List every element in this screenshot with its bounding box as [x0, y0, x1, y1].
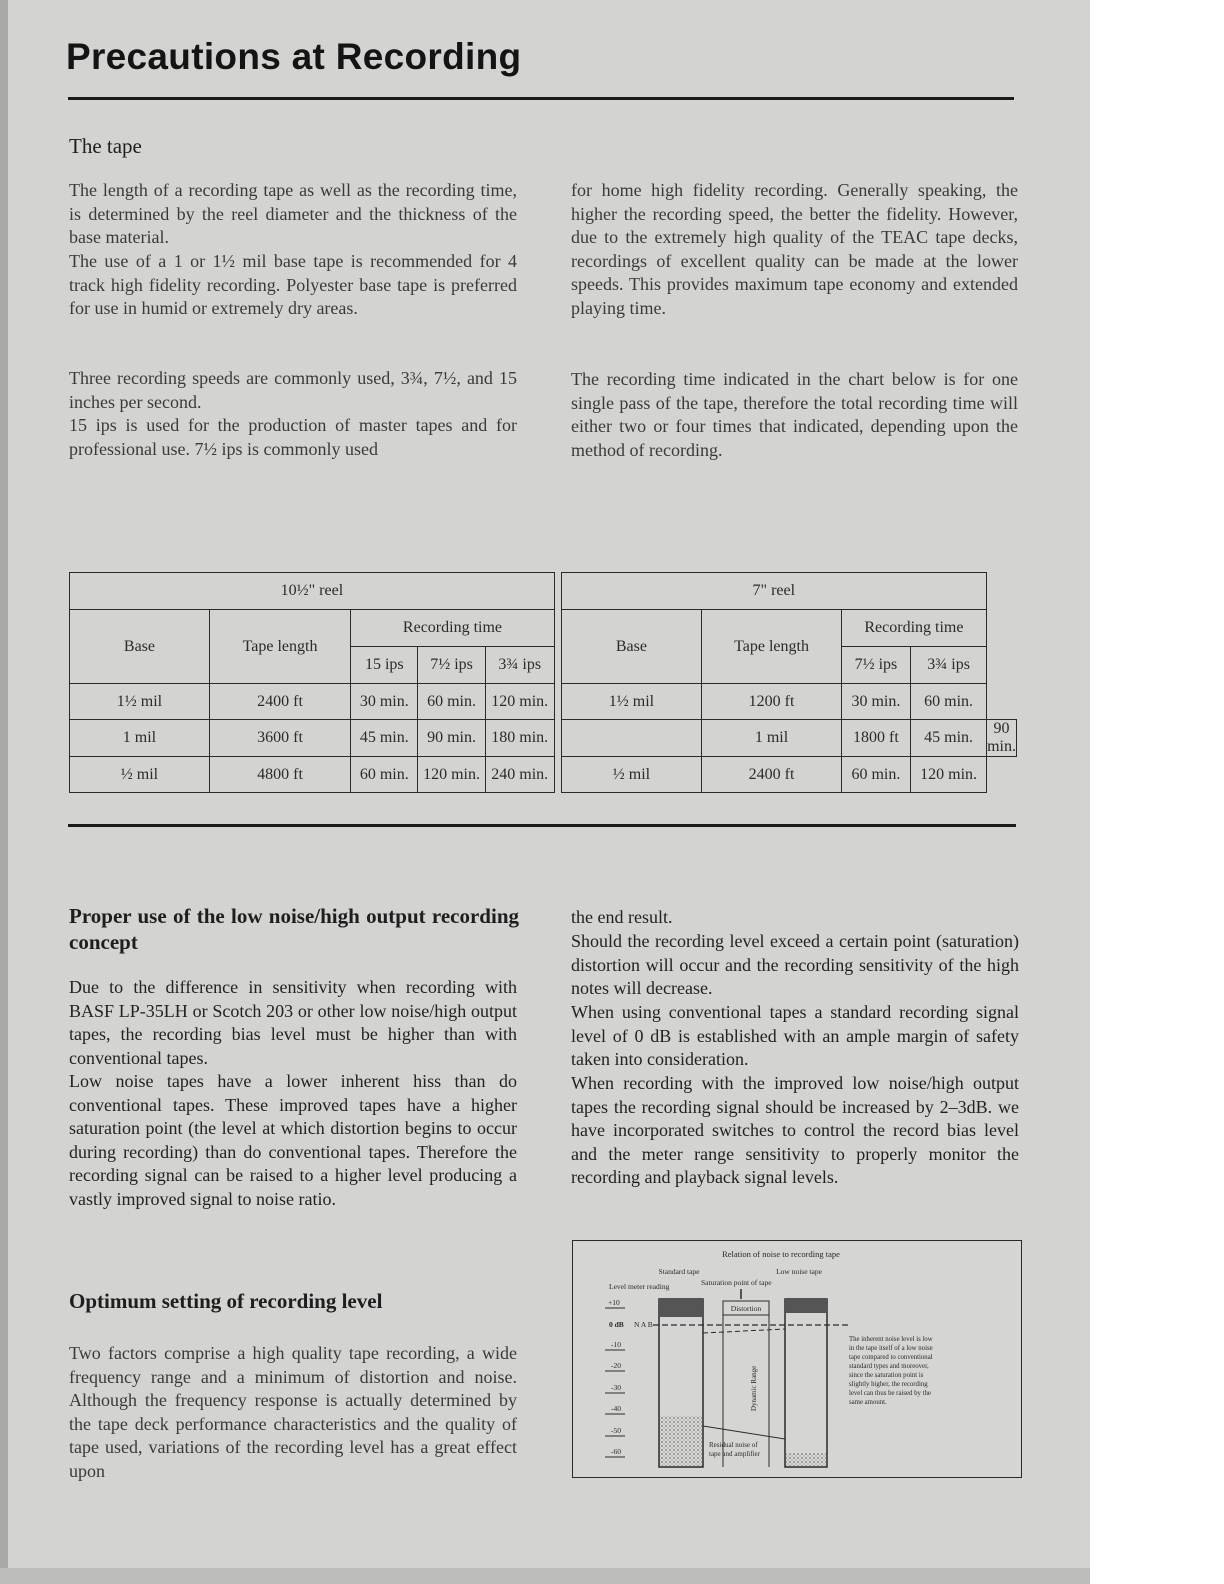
reel-10-length: 2400 ft [209, 684, 350, 720]
residual-noise-line [703, 1426, 785, 1439]
title-rule [68, 97, 1014, 100]
tape-left-para-4: 15 ips is used for the production of master tapes and for professional use. 7½ ips is commonly used [69, 415, 517, 459]
reel-7-length: 1800 ft [841, 720, 910, 757]
level-label: -50 [611, 1426, 621, 1435]
low-noise-tape-column [785, 1299, 827, 1467]
optimum-para-1: Two factors comprise a high quality tape recording, a wide frequency range and a minimum of distortion and noise. Although the frequency response is actually determined by the tape deck performance characteristics and the quality of tape used, variations of the recording level has a great effect upon [69, 1343, 517, 1481]
reel-10-time: 90 min. [418, 720, 485, 757]
reel-10-speed: 3¾ ips [485, 647, 554, 684]
right-para-3: When using conventional tapes a standard recording signal level of 0 dB is established with an ample margin of safety taken into consideration. [571, 1002, 1019, 1070]
noise-diagram [572, 1240, 1022, 1478]
page-binding-edge [0, 0, 8, 1584]
reel-10-length: 3600 ft [209, 720, 350, 757]
tape-heading: The tape [69, 134, 142, 158]
low-noise-dashed-line [703, 1329, 785, 1333]
diagram-note [849, 1336, 933, 1406]
reel-7-length-header: Tape length [702, 610, 841, 684]
reel-10-time: 180 min. [485, 720, 554, 757]
recording-time-table [69, 572, 1017, 793]
table-row [70, 720, 1017, 757]
level-scale [605, 1298, 625, 1457]
note-line: The inherent noise level is low [849, 1336, 933, 1343]
note-line: in the tape itself of a low noise [849, 1345, 933, 1352]
residual-noise-label: Residual noise of [709, 1441, 758, 1449]
reel-10-title: 10½" reel [70, 573, 555, 610]
reel-10-speed: 7½ ips [418, 647, 485, 684]
level-label: -40 [611, 1404, 621, 1413]
standard-tape-top-band [659, 1299, 703, 1317]
reel-10-time: 240 min. [485, 757, 554, 793]
note-line: slightly higher, the recording [849, 1381, 928, 1388]
table-divider [561, 720, 702, 757]
reel-7-base-header: Base [561, 610, 702, 684]
tape-left-para-3: Three recording speeds are commonly used, 3¾, 7½, and 15 inches per second. [69, 368, 517, 412]
tape-left-para-1: The length of a recording tape as well as the recording time, is determined by the reel diameter and the thickness of the base material. [69, 180, 517, 247]
reel-10-base: ½ mil [70, 757, 210, 793]
reel-7-time: 45 min. [911, 720, 987, 757]
tape-right-para-2: The recording time indicated in the chart below is for one single pass of the tape, therefore the total recording time will either two or four times that indicated, depending upon the method of recording. [571, 369, 1018, 460]
level-label: +10 [608, 1298, 620, 1307]
note-line: level can thus be raised by the [849, 1390, 931, 1397]
level-label: -60 [611, 1447, 621, 1456]
page-bottom-shadow [0, 1568, 1090, 1584]
level-label: -10 [611, 1340, 621, 1349]
diagram-title: Relation of noise to recording tape [722, 1249, 840, 1259]
section-rule [68, 824, 1016, 827]
reel-7-time: 60 min. [841, 757, 910, 793]
level-meter-label: Level meter reading [609, 1282, 670, 1291]
reel-7-time-header: Recording time [841, 610, 986, 647]
distortion-label: Distortion [730, 1304, 762, 1313]
note-line: tape compared to conventional [849, 1354, 933, 1361]
reel-10-base: 1½ mil [70, 684, 210, 720]
table-divider [554, 573, 561, 757]
level-label: -20 [611, 1361, 621, 1370]
reel-7-time: 60 min. [911, 684, 987, 720]
low-noise-tape-noise-fill [786, 1453, 826, 1466]
level-label: -30 [611, 1383, 621, 1392]
tape-left-para-2: The use of a 1 or 1½ mil base tape is recommended for 4 track high fidelity recording. Polyester base tape is preferred for use in humid or extremely dry areas. [69, 251, 517, 318]
reel-10-time: 30 min. [351, 684, 418, 720]
note-line: since the saturation point is [849, 1372, 924, 1379]
tape-right-para-1: for home high fidelity recording. Generally speaking, the higher the recording speed, the better the fidelity. However, due to the extremely high quality of the TEAC tape decks, recordings of excellent quality can be made at the lower speeds. This provides maximum tape economy and extended playing time. [571, 180, 1018, 318]
low-noise-tape-top-band [785, 1299, 827, 1313]
reel-10-time: 60 min. [351, 757, 418, 793]
reel-10-length: 4800 ft [209, 757, 350, 793]
note-line: same amount. [849, 1399, 887, 1406]
standard-tape-label: Standard tape [658, 1267, 700, 1276]
low-noise-tape-label: Low noise tape [776, 1267, 822, 1276]
reel-7-time: 90 min. [987, 720, 1016, 755]
noise-diagram-svg [573, 1241, 1020, 1476]
table-reel-row [70, 573, 1017, 610]
reel-10-base: 1 mil [70, 720, 210, 757]
reel-10-time: 120 min. [418, 757, 485, 793]
right-para-1: the end result. [571, 907, 673, 927]
reel-7-title: 7" reel [561, 573, 987, 610]
reel-7-speed: 7½ ips [841, 647, 910, 684]
low-noise-para-1: Due to the difference in sensitivity when recording with BASF LP-35LH or Scotch 203 or other low noise/high output tapes, the recording bias level must be higher than with conventional tapes. [69, 977, 517, 1068]
residual-noise-label: tape and amplifier [709, 1450, 760, 1458]
low-noise-para-2: Low noise tapes have a lower inherent hiss than do conventional tapes. These improved tapes have a higher saturation point (the level at which distortion begins to occur during recording) than do conventional tapes. Therefore the recording signal can be raised to a higher level producing a vastly improved signal to noise ratio. [69, 1071, 517, 1209]
table-row [70, 684, 1017, 720]
reel-10-length-header: Tape length [209, 610, 350, 684]
table-row [70, 757, 1017, 793]
reel-7-speed: 3¾ ips [911, 647, 987, 684]
right-para-2: Should the recording level exceed a certain point (saturation) distortion will occur and the recording sensitivity of the high notes will decrease. [571, 931, 1019, 999]
low-noise-heading: Proper use of the low noise/high output recording concept [69, 904, 519, 954]
nab-label: N A B [634, 1320, 653, 1329]
reel-7-base: ½ mil [561, 757, 702, 793]
level-label: 0 dB [609, 1320, 624, 1329]
optimum-heading: Optimum setting of recording level [69, 1289, 383, 1313]
page-title: Precautions at Recording [66, 36, 522, 77]
reel-10-speed: 15 ips [351, 647, 418, 684]
reel-10-time-header: Recording time [351, 610, 555, 647]
table-header-row [70, 610, 1017, 647]
reel-7-length: 2400 ft [702, 757, 841, 793]
saturation-label: Saturation point of tape [701, 1278, 772, 1287]
reel-10-time: 60 min. [418, 684, 485, 720]
dynamic-range-label: Dynamic Range [750, 1365, 758, 1411]
reel-7-time: 120 min. [911, 757, 987, 793]
table-divider [554, 757, 561, 793]
reel-10-time: 45 min. [351, 720, 418, 757]
right-para-4: When recording with the improved low noise/high output tapes the recording signal should be increased by 2–3dB. we have incorporated switches to control the record bias level and the meter range sensitivity to properly monitor the recording and playback signal levels. [571, 1073, 1019, 1188]
standard-tape-noise-fill [660, 1416, 702, 1466]
reel-7-length: 1200 ft [702, 684, 841, 720]
reel-7-base: 1 mil [702, 720, 841, 757]
reel-7-time: 30 min. [841, 684, 910, 720]
note-line: standard types and moreover, [849, 1363, 929, 1370]
reel-10-base-header: Base [70, 610, 210, 684]
reel-7-base: 1½ mil [561, 684, 702, 720]
reel-10-time: 120 min. [485, 684, 554, 720]
